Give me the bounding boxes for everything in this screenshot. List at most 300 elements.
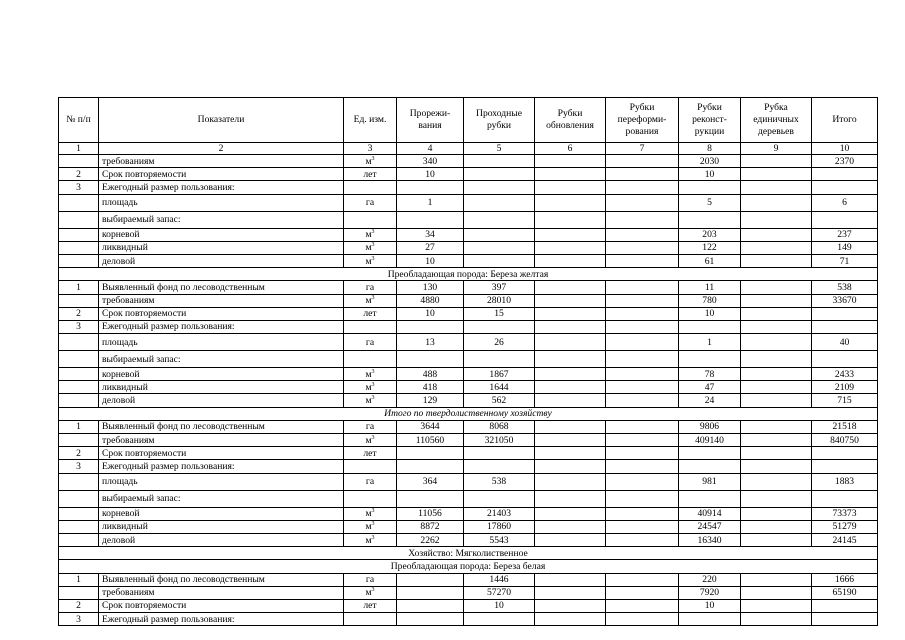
value-cell	[606, 351, 679, 368]
header-cell: Проходные рубки	[464, 98, 535, 143]
value-cell	[741, 381, 812, 394]
value-cell	[606, 241, 679, 254]
value-cell: 8068	[464, 420, 535, 433]
value-cell	[606, 368, 679, 381]
indicator-label: Срок повторяемости	[99, 447, 344, 460]
value-cell: 24	[679, 394, 741, 407]
unit-text: м	[365, 381, 372, 393]
unit-text: лет	[363, 600, 377, 612]
value-cell	[606, 490, 679, 507]
unit-text: м	[365, 242, 372, 254]
unit-superscript: 3	[371, 242, 375, 249]
row-number: 2	[59, 307, 99, 320]
value-cell	[741, 241, 812, 254]
value-cell	[606, 194, 679, 211]
indicator-label: корневой	[99, 507, 344, 520]
header-cell: Ед. изм.	[344, 98, 397, 143]
table-row	[59, 573, 878, 586]
value-cell: 130	[397, 281, 464, 294]
value-cell: 8872	[397, 520, 464, 533]
row-number	[59, 254, 99, 267]
row-number: 3	[59, 320, 99, 333]
row-number: 2	[59, 599, 99, 612]
column-number: 2	[99, 143, 344, 155]
header-cell: № п/п	[59, 98, 99, 143]
value-cell	[606, 334, 679, 351]
value-cell	[606, 573, 679, 586]
value-cell	[741, 351, 812, 368]
unit-text: м	[365, 229, 372, 241]
value-cell	[535, 533, 606, 546]
value-cell: 13	[397, 334, 464, 351]
value-cell	[535, 320, 606, 333]
value-cell	[741, 181, 812, 194]
value-cell	[741, 254, 812, 267]
indicator-label: Ежегодный размер пользования:	[99, 460, 344, 473]
value-cell	[741, 613, 812, 626]
value-cell: 2030	[679, 155, 741, 168]
value-cell	[464, 490, 535, 507]
value-cell	[397, 211, 464, 228]
indicator-label: выбираемый запас:	[99, 211, 344, 228]
value-cell	[679, 460, 741, 473]
unit-superscript: 3	[371, 228, 375, 235]
indicator-label: ликвидный	[99, 241, 344, 254]
row-number: 3	[59, 460, 99, 473]
row-number	[59, 434, 99, 447]
value-cell: 10	[397, 307, 464, 320]
value-cell	[464, 613, 535, 626]
unit-text: м	[365, 295, 372, 307]
indicator-label: Срок повторяемости	[99, 307, 344, 320]
value-cell: 17860	[464, 520, 535, 533]
value-cell	[741, 394, 812, 407]
value-cell: 340	[397, 155, 464, 168]
value-cell: 1	[397, 194, 464, 211]
value-cell	[464, 447, 535, 460]
unit-cell	[344, 320, 397, 333]
value-cell	[535, 334, 606, 351]
value-cell	[535, 434, 606, 447]
value-cell	[741, 368, 812, 381]
value-cell	[606, 211, 679, 228]
value-cell	[535, 507, 606, 520]
header-cell: Рубки обновления	[535, 98, 606, 143]
header-cell: Итого	[812, 98, 878, 143]
total-cell	[812, 168, 878, 181]
indicator-label: Ежегодный размер пользования:	[99, 320, 344, 333]
row-number	[59, 241, 99, 254]
unit-superscript: 3	[371, 294, 375, 301]
total-cell: 1666	[812, 573, 878, 586]
row-number	[59, 586, 99, 599]
column-number: 8	[679, 143, 741, 155]
total-cell: 840750	[812, 434, 878, 447]
unit-cell	[344, 211, 397, 228]
value-cell	[741, 460, 812, 473]
value-cell	[397, 447, 464, 460]
total-cell: 71	[812, 254, 878, 267]
table-row	[59, 194, 878, 211]
value-cell: 538	[464, 473, 535, 490]
value-cell	[535, 381, 606, 394]
value-cell	[535, 599, 606, 612]
indicator-label: выбираемый запас:	[99, 490, 344, 507]
value-cell: 1446	[464, 573, 535, 586]
column-number: 7	[606, 143, 679, 155]
value-cell	[741, 320, 812, 333]
table-row	[59, 533, 878, 546]
value-cell	[741, 211, 812, 228]
unit-text: м	[365, 368, 372, 380]
table-row	[59, 473, 878, 490]
value-cell	[535, 460, 606, 473]
value-cell: 15	[464, 307, 535, 320]
unit-text: м	[365, 255, 372, 267]
value-cell: 321050	[464, 434, 535, 447]
table-row	[59, 155, 878, 168]
unit-cell	[344, 394, 397, 407]
value-cell	[397, 460, 464, 473]
row-number	[59, 533, 99, 546]
value-cell	[464, 254, 535, 267]
row-number: 1	[59, 573, 99, 586]
unit-superscript: 3	[371, 521, 375, 528]
unit-cell	[344, 368, 397, 381]
value-cell	[679, 320, 741, 333]
indicator-label: деловой	[99, 254, 344, 267]
value-cell	[535, 228, 606, 241]
unit-text: лет	[363, 168, 377, 180]
unit-cell	[344, 447, 397, 460]
row-number: 2	[59, 168, 99, 181]
value-cell	[464, 181, 535, 194]
value-cell	[535, 181, 606, 194]
indicator-label: Ежегодный размер пользования:	[99, 613, 344, 626]
unit-superscript: 3	[371, 394, 375, 401]
column-number: 6	[535, 143, 606, 155]
unit-text: м	[365, 534, 372, 546]
value-cell: 47	[679, 381, 741, 394]
value-cell	[535, 281, 606, 294]
total-cell: 2370	[812, 155, 878, 168]
unit-text: лет	[363, 447, 377, 459]
section-title: Преобладающая порода: Береза желтая	[59, 268, 878, 281]
indicator-label: выбираемый запас:	[99, 351, 344, 368]
table-row	[59, 181, 878, 194]
value-cell	[535, 473, 606, 490]
value-cell: 10	[464, 599, 535, 612]
value-cell	[397, 181, 464, 194]
unit-cell	[344, 194, 397, 211]
value-cell: 364	[397, 473, 464, 490]
unit-superscript: 3	[371, 155, 375, 162]
header-cell: Рубки реконст-рукции	[679, 98, 741, 143]
value-cell: 203	[679, 228, 741, 241]
table-row	[59, 254, 878, 267]
value-cell: 562	[464, 394, 535, 407]
value-cell: 7920	[679, 586, 741, 599]
value-cell	[606, 434, 679, 447]
value-cell	[464, 320, 535, 333]
indicator-label: деловой	[99, 394, 344, 407]
section-row	[59, 268, 878, 281]
indicator-label: Ежегодный размер пользования:	[99, 181, 344, 194]
value-cell: 10	[397, 168, 464, 181]
value-cell	[535, 447, 606, 460]
value-cell	[464, 155, 535, 168]
unit-cell	[344, 573, 397, 586]
value-cell	[535, 613, 606, 626]
row-number	[59, 473, 99, 490]
total-cell	[812, 211, 878, 228]
unit-text: м	[365, 395, 372, 407]
unit-superscript: 3	[371, 507, 375, 514]
header-cell: Рубка единичных деревьев	[741, 98, 812, 143]
indicator-label: площадь	[99, 473, 344, 490]
value-cell	[606, 599, 679, 612]
row-number	[59, 381, 99, 394]
value-cell: 418	[397, 381, 464, 394]
value-cell	[606, 586, 679, 599]
value-cell	[464, 211, 535, 228]
table-row	[59, 228, 878, 241]
table-row	[59, 168, 878, 181]
total-cell: 237	[812, 228, 878, 241]
table-row	[59, 281, 878, 294]
value-cell: 27	[397, 241, 464, 254]
value-cell	[741, 334, 812, 351]
indicator-label: требованиям	[99, 294, 344, 307]
value-cell	[535, 520, 606, 533]
unit-text: га	[365, 197, 375, 209]
unit-cell	[344, 294, 397, 307]
unit-cell	[344, 334, 397, 351]
indicator-label: Выявленный фонд по лесоводственным	[99, 420, 344, 433]
value-cell	[606, 447, 679, 460]
table-row	[59, 599, 878, 612]
unit-cell	[344, 351, 397, 368]
value-cell	[535, 573, 606, 586]
value-cell	[535, 351, 606, 368]
row-number	[59, 394, 99, 407]
unit-text: м	[365, 587, 372, 599]
total-cell	[812, 599, 878, 612]
unit-text: м	[365, 521, 372, 533]
value-cell: 34	[397, 228, 464, 241]
unit-cell	[344, 228, 397, 241]
indicator-label: требованиям	[99, 155, 344, 168]
value-cell	[535, 420, 606, 433]
value-cell: 5543	[464, 533, 535, 546]
unit-cell	[344, 507, 397, 520]
value-cell: 11	[679, 281, 741, 294]
value-cell	[535, 294, 606, 307]
unit-cell	[344, 281, 397, 294]
value-cell: 5	[679, 194, 741, 211]
row-number	[59, 334, 99, 351]
value-cell: 16340	[679, 533, 741, 546]
table-row	[59, 460, 878, 473]
unit-superscript: 3	[371, 381, 375, 388]
value-cell	[741, 168, 812, 181]
table-row	[59, 241, 878, 254]
value-cell	[606, 294, 679, 307]
indicator-label: площадь	[99, 334, 344, 351]
value-cell	[741, 520, 812, 533]
value-cell	[464, 351, 535, 368]
value-cell	[741, 228, 812, 241]
unit-text: лет	[363, 308, 377, 320]
unit-superscript: 3	[371, 434, 375, 441]
column-number: 9	[741, 143, 812, 155]
unit-cell	[344, 434, 397, 447]
indicator-label: Срок повторяемости	[99, 168, 344, 181]
value-cell	[679, 490, 741, 507]
table-row	[59, 334, 878, 351]
value-cell: 24547	[679, 520, 741, 533]
value-cell: 78	[679, 368, 741, 381]
value-cell	[679, 211, 741, 228]
column-number: 10	[812, 143, 878, 155]
row-number	[59, 351, 99, 368]
value-cell: 1644	[464, 381, 535, 394]
value-cell	[741, 533, 812, 546]
value-cell	[535, 490, 606, 507]
value-cell: 4880	[397, 294, 464, 307]
table-row	[59, 368, 878, 381]
row-number: 3	[59, 181, 99, 194]
total-cell	[812, 613, 878, 626]
value-cell	[679, 181, 741, 194]
unit-cell	[344, 420, 397, 433]
value-cell: 10	[679, 599, 741, 612]
section-title: Преобладающая порода: Береза белая	[59, 560, 878, 573]
value-cell: 488	[397, 368, 464, 381]
total-cell: 538	[812, 281, 878, 294]
indicator-label: Срок повторяемости	[99, 599, 344, 612]
value-cell: 409140	[679, 434, 741, 447]
header-cell: Прорежи-вания	[397, 98, 464, 143]
total-cell	[812, 307, 878, 320]
total-cell: 6	[812, 194, 878, 211]
table-row	[59, 434, 878, 447]
value-cell	[397, 613, 464, 626]
value-cell	[741, 473, 812, 490]
table-header	[59, 98, 878, 143]
header-cell: Показатели	[99, 98, 344, 143]
row-number	[59, 211, 99, 228]
table-row	[59, 490, 878, 507]
indicator-label: площадь	[99, 194, 344, 211]
value-cell	[679, 613, 741, 626]
value-cell	[535, 586, 606, 599]
value-cell	[535, 254, 606, 267]
value-cell	[741, 155, 812, 168]
value-cell	[606, 228, 679, 241]
value-cell	[397, 599, 464, 612]
unit-cell	[344, 307, 397, 320]
row-number	[59, 228, 99, 241]
table-row	[59, 307, 878, 320]
value-cell	[606, 254, 679, 267]
unit-cell	[344, 613, 397, 626]
column-number: 5	[464, 143, 535, 155]
unit-superscript: 3	[371, 255, 375, 262]
table-row	[59, 320, 878, 333]
value-cell	[464, 168, 535, 181]
value-cell	[679, 447, 741, 460]
value-cell: 10	[679, 168, 741, 181]
row-number	[59, 368, 99, 381]
value-cell: 1	[679, 334, 741, 351]
section-row	[59, 560, 878, 573]
unit-text: м	[365, 434, 372, 446]
section-row	[59, 547, 878, 560]
value-cell	[741, 294, 812, 307]
value-cell: 397	[464, 281, 535, 294]
row-number	[59, 155, 99, 168]
value-cell	[535, 194, 606, 211]
value-cell: 57270	[464, 586, 535, 599]
section-title: Итого по твердолиственному хозяйству	[59, 407, 878, 420]
total-cell	[812, 351, 878, 368]
value-cell	[741, 507, 812, 520]
header-cell: Рубки переформи-рования	[606, 98, 679, 143]
row-number: 2	[59, 447, 99, 460]
table-row	[59, 294, 878, 307]
value-cell	[464, 194, 535, 211]
total-cell: 2109	[812, 381, 878, 394]
value-cell	[741, 434, 812, 447]
value-cell	[606, 381, 679, 394]
value-cell	[606, 394, 679, 407]
value-cell	[535, 394, 606, 407]
total-cell: 24145	[812, 533, 878, 546]
total-cell: 2433	[812, 368, 878, 381]
value-cell	[397, 586, 464, 599]
total-cell: 33670	[812, 294, 878, 307]
row-number: 3	[59, 613, 99, 626]
table-row	[59, 507, 878, 520]
value-cell: 10	[397, 254, 464, 267]
value-cell	[741, 490, 812, 507]
value-cell	[606, 473, 679, 490]
value-cell: 26	[464, 334, 535, 351]
value-cell: 981	[679, 473, 741, 490]
unit-text: га	[365, 476, 375, 488]
forest-use-table	[58, 97, 878, 626]
table-row	[59, 586, 878, 599]
row-number: 1	[59, 420, 99, 433]
total-cell	[812, 447, 878, 460]
total-cell: 40	[812, 334, 878, 351]
unit-cell	[344, 254, 397, 267]
value-cell: 2262	[397, 533, 464, 546]
value-cell	[535, 368, 606, 381]
value-cell	[606, 281, 679, 294]
value-cell	[741, 307, 812, 320]
row-number	[59, 194, 99, 211]
value-cell: 9806	[679, 420, 741, 433]
unit-superscript: 3	[371, 534, 375, 541]
value-cell	[397, 320, 464, 333]
total-cell	[812, 460, 878, 473]
unit-cell	[344, 181, 397, 194]
total-cell: 73373	[812, 507, 878, 520]
column-number: 1	[59, 143, 99, 155]
indicator-label: корневой	[99, 368, 344, 381]
